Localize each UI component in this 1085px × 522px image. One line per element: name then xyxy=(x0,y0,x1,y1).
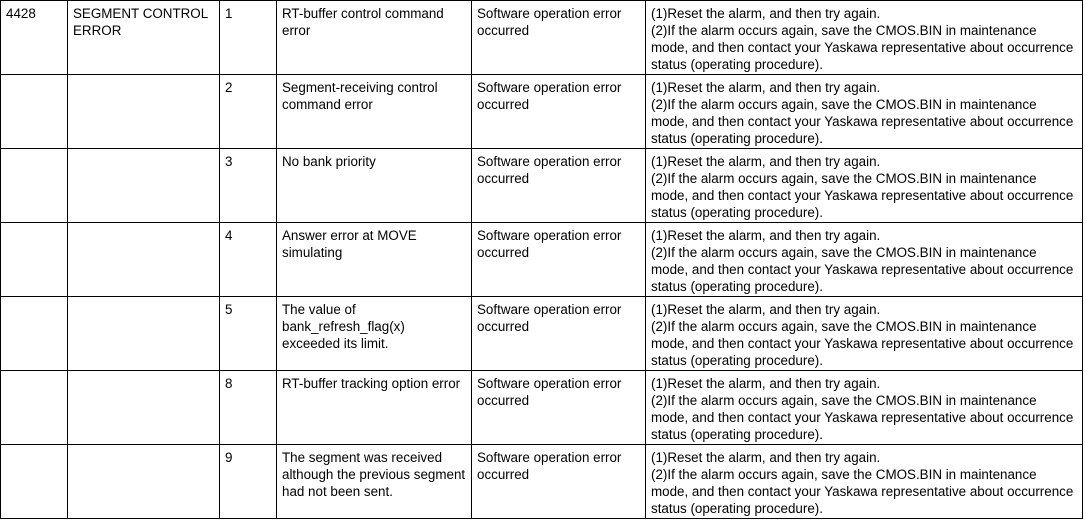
remedy-step: (1)Reset the alarm, and then try again. xyxy=(651,450,881,465)
meaning-cell: The value of bank_refresh_flag(x) exceeded its limit. xyxy=(277,297,472,371)
cause-cell: Software operation error occurred xyxy=(472,1,646,75)
cause-cell: Software operation error occurred xyxy=(472,297,646,371)
table-row xyxy=(1,1,1083,75)
alarm-code-cell xyxy=(1,371,68,445)
meaning-cell: RT-buffer tracking option error xyxy=(277,371,472,445)
remedy-cell xyxy=(646,149,1083,223)
alarm-code-cell: 4428 xyxy=(1,1,68,75)
alarm-code-cell xyxy=(1,75,68,149)
remedy-step: (1)Reset the alarm, and then try again. xyxy=(651,228,881,243)
alarm-code-cell xyxy=(1,297,68,371)
cause-cell: Software operation error occurred xyxy=(472,149,646,223)
remedy-step: (1)Reset the alarm, and then try again. xyxy=(651,154,881,169)
sub-code-cell: 5 xyxy=(220,297,277,371)
alarm-name-cell xyxy=(68,371,220,445)
alarm-name-cell xyxy=(68,297,220,371)
remedy-step: (2)If the alarm occurs again, save the CMOS.BIN in maintenance mode, and then contact your Yaskawa representative about occurrence status (operating procedure). xyxy=(651,23,1074,72)
remedy-step: (2)If the alarm occurs again, save the CMOS.BIN in maintenance mode, and then contact your Yaskawa representative about occurrence status (operating procedure). xyxy=(651,393,1074,442)
cause-cell: Software operation error occurred xyxy=(472,445,646,519)
remedy-cell xyxy=(646,1,1083,75)
sub-code-cell: 8 xyxy=(220,371,277,445)
alarm-name-cell xyxy=(68,445,220,519)
alarm-name-cell xyxy=(68,223,220,297)
table-row xyxy=(1,297,1083,371)
cause-cell: Software operation error occurred xyxy=(472,223,646,297)
cause-cell: Software operation error occurred xyxy=(472,75,646,149)
sub-code-cell: 4 xyxy=(220,223,277,297)
remedy-step: (2)If the alarm occurs again, save the CMOS.BIN in maintenance mode, and then contact your Yaskawa representative about occurrence status (operating procedure). xyxy=(651,245,1074,294)
table-row xyxy=(1,445,1083,519)
sub-code-cell: 3 xyxy=(220,149,277,223)
meaning-cell: No bank priority xyxy=(277,149,472,223)
alarm-code-cell xyxy=(1,445,68,519)
alarm-code-cell xyxy=(1,223,68,297)
remedy-step: (2)If the alarm occurs again, save the CMOS.BIN in maintenance mode, and then contact your Yaskawa representative about occurrence status (operating procedure). xyxy=(651,319,1074,368)
remedy-cell xyxy=(646,371,1083,445)
remedy-step: (2)If the alarm occurs again, save the CMOS.BIN in maintenance mode, and then contact your Yaskawa representative about occurrence status (operating procedure). xyxy=(651,97,1074,146)
alarm-name-cell xyxy=(68,75,220,149)
remedy-cell xyxy=(646,445,1083,519)
remedy-step: (2)If the alarm occurs again, save the CMOS.BIN in maintenance mode, and then contact your Yaskawa representative about occurrence status (operating procedure). xyxy=(651,467,1074,516)
meaning-cell: RT-buffer control command error xyxy=(277,1,472,75)
alarm-code-cell xyxy=(1,149,68,223)
sub-code-cell: 9 xyxy=(220,445,277,519)
remedy-cell xyxy=(646,75,1083,149)
remedy-step: (1)Reset the alarm, and then try again. xyxy=(651,302,881,317)
remedy-cell xyxy=(646,223,1083,297)
meaning-cell: Segment-receiving control command error xyxy=(277,75,472,149)
remedy-step: (1)Reset the alarm, and then try again. xyxy=(651,80,881,95)
alarm-name-cell xyxy=(68,149,220,223)
sub-code-cell: 2 xyxy=(220,75,277,149)
remedy-step: (2)If the alarm occurs again, save the CMOS.BIN in maintenance mode, and then contact your Yaskawa representative about occurrence status (operating procedure). xyxy=(651,171,1074,220)
meaning-cell: The segment was received although the previous segment had not been sent. xyxy=(277,445,472,519)
alarm-name-cell: SEGMENT CONTROL ERROR xyxy=(68,1,220,75)
cause-cell: Software operation error occurred xyxy=(472,371,646,445)
sub-code-cell: 1 xyxy=(220,1,277,75)
table-row xyxy=(1,371,1083,445)
table-row xyxy=(1,75,1083,149)
table-row xyxy=(1,223,1083,297)
remedy-step: (1)Reset the alarm, and then try again. xyxy=(651,6,881,21)
alarm-table-body xyxy=(1,1,1083,519)
meaning-cell: Answer error at MOVE simulating xyxy=(277,223,472,297)
remedy-cell xyxy=(646,297,1083,371)
remedy-step: (1)Reset the alarm, and then try again. xyxy=(651,376,881,391)
table-row xyxy=(1,149,1083,223)
